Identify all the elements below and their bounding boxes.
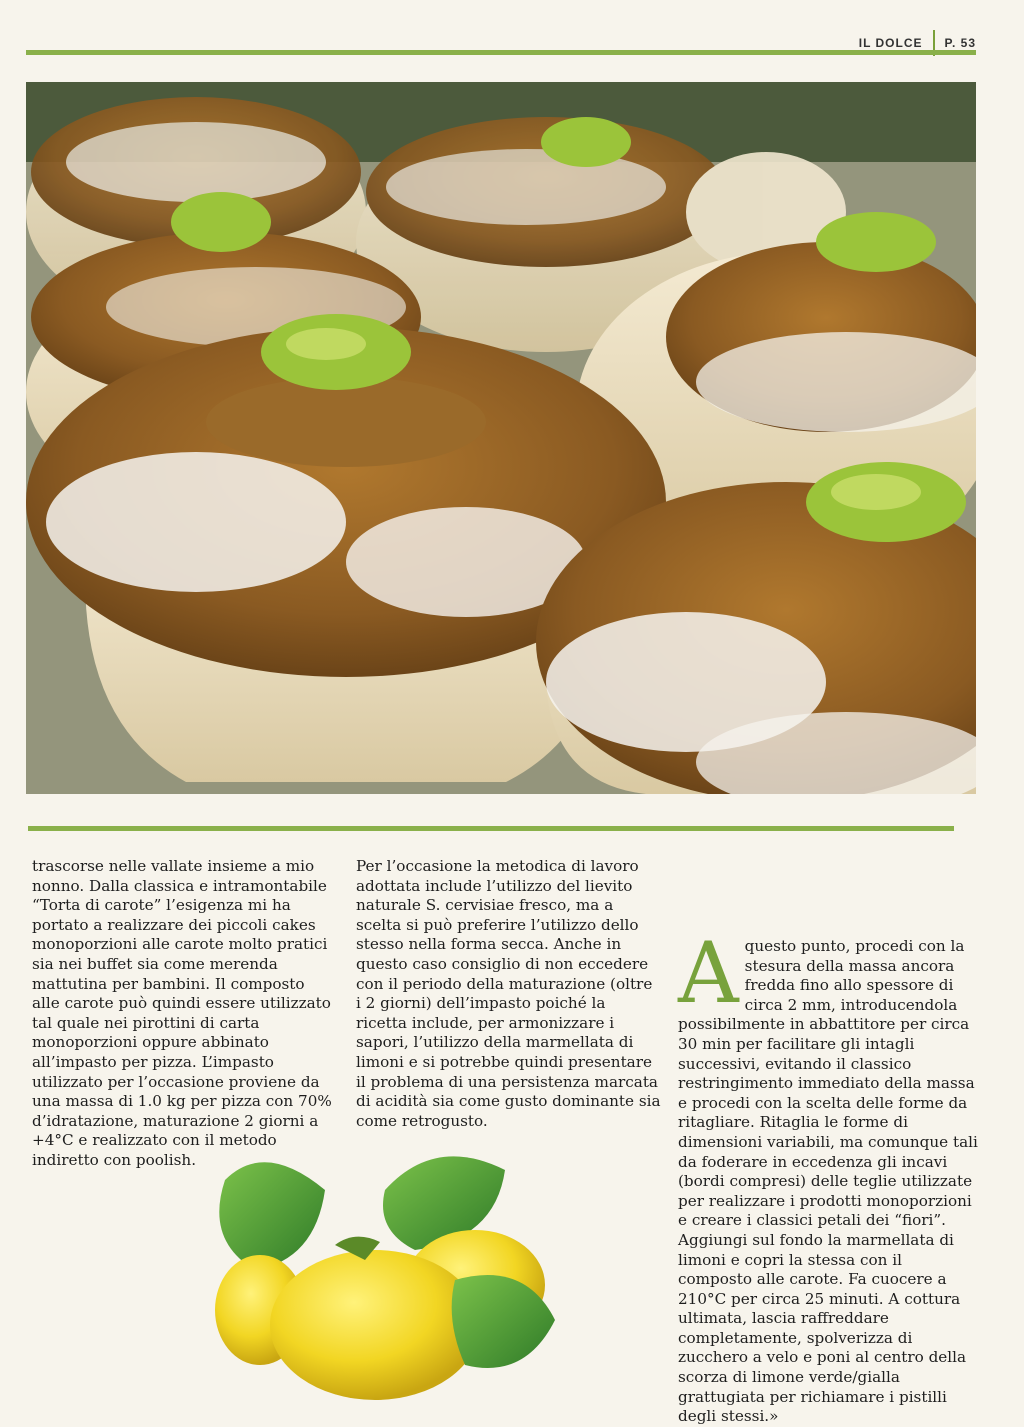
middle-divider <box>28 826 954 831</box>
column-1-text: trascorse nelle vallate insieme a mio nonno. Dalla classica e intramontabile “Torta di carote” l’esigenza mi ha portato a realizzare dei piccoli cakes monoporzioni alle carote molto pratici sia nei buffet sia come merenda mattutina per bambini. Il composto alle carote può quindi essere utilizzato tal quale nei pirottini di carta monoporzioni oppure abbinato all’impasto per pizza. L’impasto utilizzato per l’occasione proviene da una massa di 1.0 kg per pizza con 70% d’idratazione, maturazione 2 giorni a +4°C e realizzato con il metodo indiretto con poolish. <box>32 857 332 1169</box>
column-2-text: Per l’occasione la metodica di lavoro adottata include l’utilizzo del lievito naturale S. cervisiae fresco, ma a scelta si può preferire l’utilizzo dello stesso nella forma secca. Anche in questo caso consiglio di non eccedere con il periodo della maturazione (oltre i 2 giorni) dell’impasto poiché la ricetta include, per armonizzare i sapori, l’utilizzo della marmellata di limoni e si potrebbe quindi presentare il problema di una persistenza marcata di acidità sia come gusto dominante sia come retrogusto. <box>356 857 661 1130</box>
page-number: P. 53 <box>944 36 976 50</box>
dropcap-letter: A <box>678 924 739 1022</box>
lemons-illustration <box>205 1150 565 1400</box>
section-title: IL DOLCE <box>858 36 923 50</box>
text-column-2 <box>356 857 661 1131</box>
muffins-photo <box>26 82 976 794</box>
text-column-1 <box>32 857 334 1171</box>
text-column-3 <box>678 924 980 1427</box>
top-divider <box>26 50 976 55</box>
column-3-text: questo punto, procedi con la stesura della massa ancora fredda fino allo spessore di circa 2 mm, introducendola possibilmente in abbattitore per circa 30 min per facilitare gli intagli successivi, evitando il classico restringimento immediato della massa e procedi con la scelta delle forme da ritagliare. Ritaglia le forme di dimensioni variabili, ma comunque tali da foderare in eccedenza gli incavi (bordi compresi) delle teglie utilizzate per realizzare i prodotti monoporzioni e creare i classici petali dei “fiori”. Aggiungi sul fondo la marmellata di limoni e copri la stessa con il composto alle carote. Fa cuocere a 210°C per circa 25 minuti. A cottura ultimata, lascia raffreddare completamente, spolverizza di zucchero a velo e poni al centro della scorza di limone verde/gialla grattugiata per richiamare i pistilli degli stessi.» <box>678 937 978 1426</box>
